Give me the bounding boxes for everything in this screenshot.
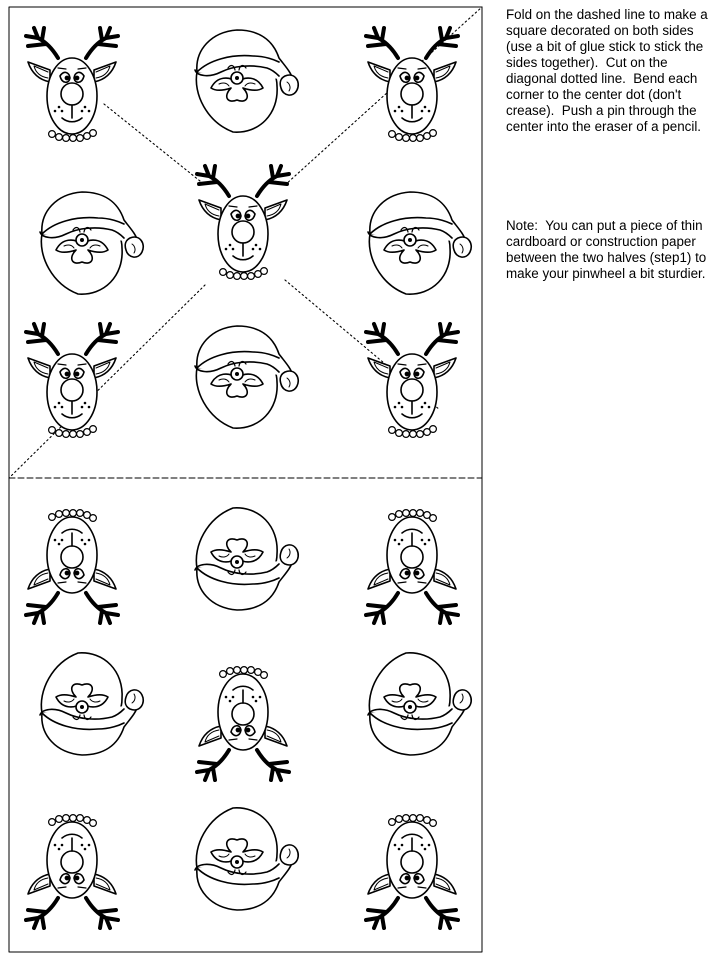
santa-face (40, 192, 143, 294)
reindeer-face (197, 166, 289, 279)
santa-face (195, 808, 298, 910)
instructions-paragraph: Fold on the dashed line to make a square decorated on both sides (use a bit of glue stick to stick the sides together). Cut on the diagonal dotted line. Bend each corner to the center dot (don't crease). Push a pin through the center into the eraser of a pencil. (506, 7, 712, 134)
reindeer-face (26, 815, 118, 928)
santa-face (368, 192, 471, 294)
reindeer-face (366, 324, 458, 437)
santa-face (40, 653, 143, 755)
reindeer-face (26, 28, 118, 141)
santa-face (195, 326, 298, 428)
reindeer-face (366, 510, 458, 623)
bottom-half (26, 508, 471, 928)
reindeer-face (366, 28, 458, 141)
santa-face (195, 508, 298, 610)
note-paragraph: Note: You can put a piece of thin cardboard or construction paper between the two halves (step1) to make your pinwheel a bit sturdier. (506, 218, 710, 281)
reindeer-face (26, 324, 118, 437)
reindeer-face (197, 667, 289, 780)
top-half (26, 28, 471, 437)
santa-face (368, 653, 471, 755)
reindeer-face (366, 815, 458, 928)
reindeer-face (26, 510, 118, 623)
santa-face (195, 30, 298, 132)
